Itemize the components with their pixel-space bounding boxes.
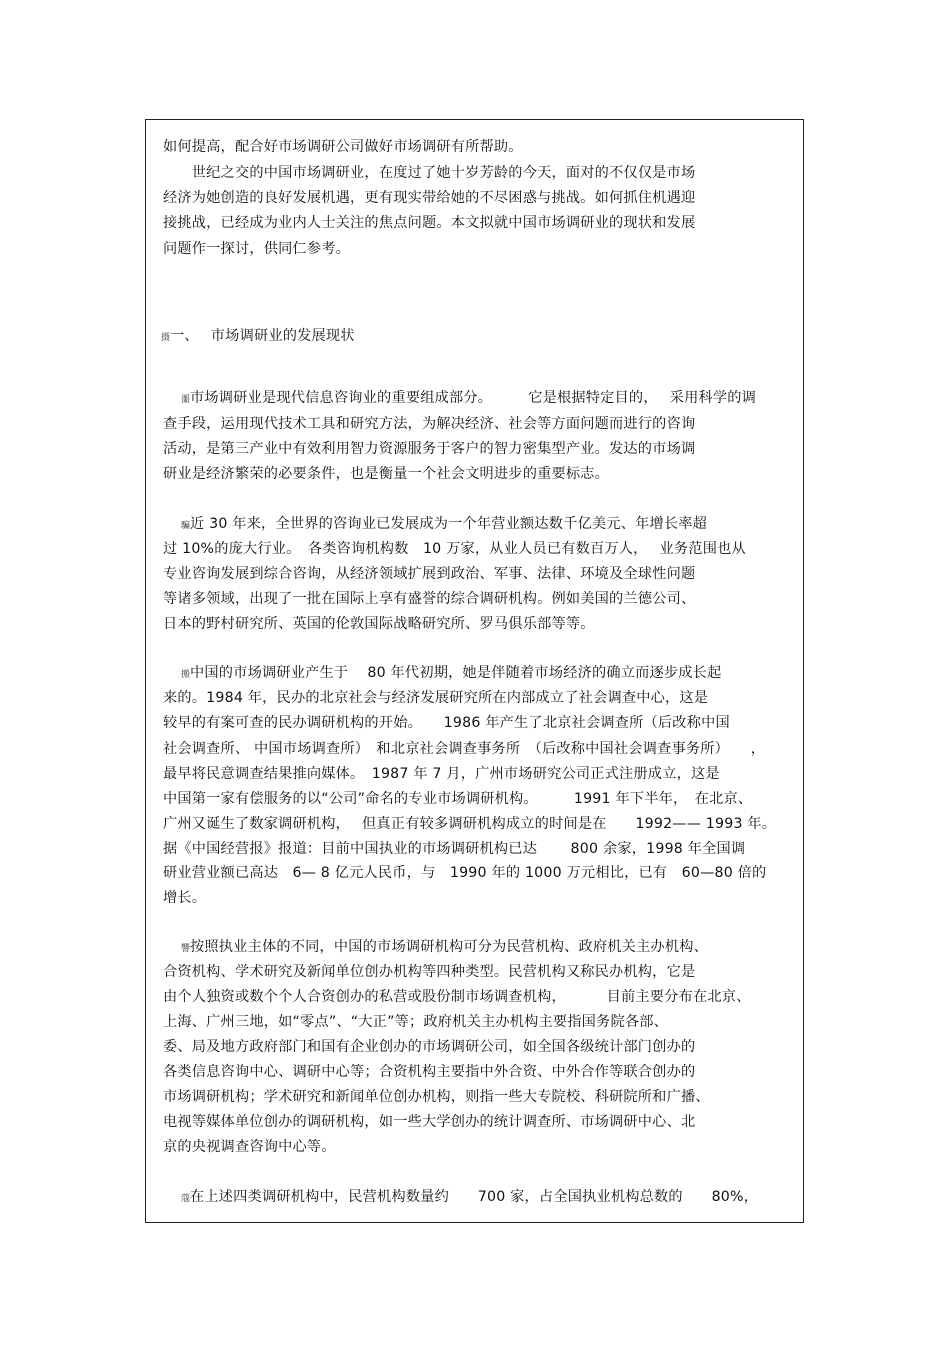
paragraph-line: 最早将民意调查结果推向媒体。 1987 年 7 月，广州市场研究公司正式注册成立，这是: [163, 766, 720, 782]
paragraph-line: 京的央视调查咨询中心等。: [163, 1139, 336, 1155]
paragraph-line: 过 10%的庞大行业。 各类咨询机构数 10 万家，从业人员已有数百万人， 业务范围也从: [163, 541, 746, 557]
paragraph-line: 来的。1984 年，民办的北京社会与经济发展研究所在内部成立了社会调查中心，这是: [163, 690, 709, 706]
paragraph-line: 活动，是第三产业中有效利用智力资源服务于客户的智力密集型产业。发达的市场调: [163, 441, 696, 457]
list-marker: 摄: [161, 333, 171, 343]
paragraph-line: 騙近 30 年来，全世界的咨询业已发展成为一个年营业额达数千亿美元、年增长率超: [181, 516, 708, 532]
paragraph-line: 查手段，运用现代技术工具和研究方法，为解决经济、社会等方面问题而进行的咨询: [163, 416, 696, 432]
list-marker: 噩: [181, 395, 191, 405]
intro-line: 问题作一探讨，供同仁参考。: [163, 241, 351, 257]
paragraph-line: 響按照执业主体的不同，中国的市场调研机构可分为民营机构、政府机关主办机构、: [181, 939, 708, 955]
section-heading-text: 一、 市场调研业的发展现状: [170, 328, 355, 344]
list-marker: 騙: [181, 521, 191, 531]
paragraph-line: 研业是经济繁荣的必要条件，也是衡量一个社会文明进步的重要标志。: [163, 466, 610, 482]
paragraph-line: 等诸多领域，出现了一批在国际上享有盛誉的综合调研机构。例如美国的兰德公司、: [163, 591, 696, 607]
paragraph-line: 市场调研机构；学术研究和新闻单位创办机构，则指一些大专院校、科研院所和广播、: [163, 1089, 710, 1105]
section-heading: [161, 327, 355, 347]
list-marker: 蔻: [181, 1194, 191, 1204]
paragraph-line: 增长。: [163, 890, 207, 906]
paragraph-line: 蔻在上述四类调研机构中，民营机构数量约 700 家，占全国执业机构总数的 80%，: [181, 1189, 759, 1205]
paragraph-line: 专业咨询发展到综合咨询，从经济领域扩展到政治、军事、法律、环境及全球性问题: [163, 566, 696, 582]
paragraph-line: 中国第一家有偿服务的以“公司”命名的专业市场调研机构。 1991 年下半年， 在北京、: [163, 791, 753, 807]
intro-line: 经济为她创造的良好发展机遇，更有现实带给她的不尽困惑与挑战。如何抓住机遇迎: [163, 190, 696, 206]
intro-line: 接挑战，已经成为业内人士关注的焦点问题。本文拟就中国市场调研业的现状和发展: [163, 215, 696, 231]
paragraph-line: 社会调查所、 中国市场调查所） 和北京社会调查事务所 （后改称中国社会调查事务所） ，: [163, 741, 766, 757]
paragraph-line: 噩市场调研业是现代信息咨询业的重要组成部分。 它是根据特定目的， 采用科学的调: [181, 390, 757, 406]
intro-line: 如何提高，配合好市场调研公司做好市场调研有所帮助。: [163, 139, 523, 155]
list-marker: 搬: [181, 670, 191, 680]
paragraph-line: 研业营业额已高达 6— 8 亿元人民币，与 1990 年的 1000 万元相比，已有 60—80 倍的: [163, 865, 767, 881]
paragraph-line: 据《中国经营报》报道：目前中国执业的市场调研机构已达 800 余家，1998 年全国调: [163, 841, 746, 857]
paragraph-line: 广州又诞生了数家调研机构， 但真正有较多调研机构成立的时间是在 1992—— 1993 年。: [163, 816, 777, 832]
paragraph-line: 电视等媒体单位创办的调研机构，如一些大学创办的统计调查所、市场调研中心、北: [163, 1114, 696, 1130]
paragraph-line: 较早的有案可查的民办调研机构的开始。 1986 年产生了北京社会调查所（后改称中国: [163, 715, 730, 731]
paragraph-line: 合资机构、学术研究及新闻单位创办机构等四种类型。民营机构又称民办机构，它是: [163, 964, 696, 980]
paragraph-line: 搬中国的市场调研业产生于 80 年代初期，她是伴随着市场经济的确立而逐步成长起: [181, 665, 722, 681]
intro-line: 世纪之交的中国市场调研业，在度过了她十岁芳龄的今天，面对的不仅仅是市场: [163, 165, 696, 181]
paragraph-line: 上海、广州三地，如“零点”、“大正”等；政府机关主办机构主要指国务院各部、: [163, 1014, 668, 1030]
paragraph-line: 各类信息咨询中心、调研中心等；合资机构主要指中外合资、中外合作等联合创办的: [163, 1064, 696, 1080]
list-marker: 響: [181, 944, 191, 954]
paragraph-line: 委、局及地方政府部门和国有企业创办的市场调研公司，如全国各级统计部门创办的: [163, 1039, 696, 1055]
paragraph-line: 日本的野村研究所、英国的伦敦国际战略研究所、罗马俱乐部等等。: [163, 616, 595, 632]
paragraph-line: 由个人独资或数个个人合资创办的私营或股份制市场调查机构， 目前主要分布在北京、: [163, 989, 751, 1005]
